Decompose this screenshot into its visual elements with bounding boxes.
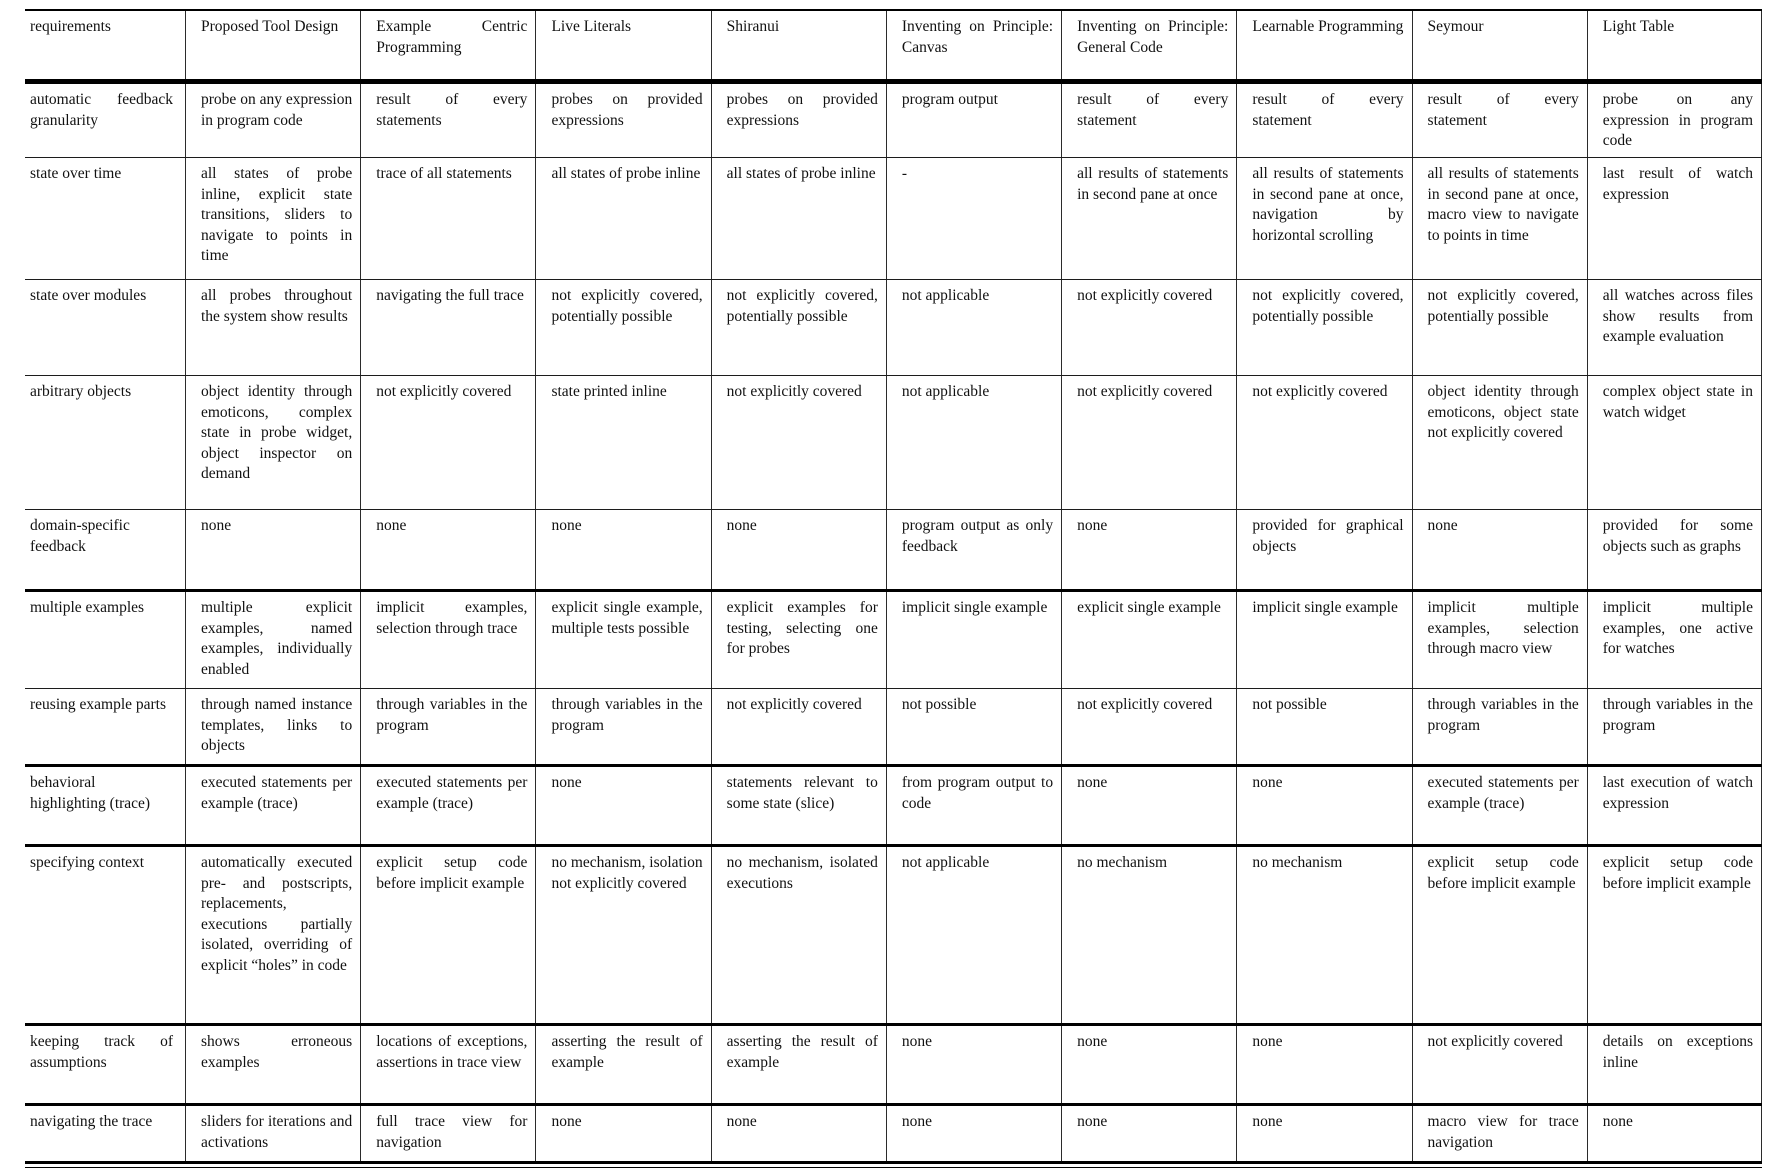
requirement-cell: domain-specific feedback <box>30 517 130 555</box>
requirement-cell: keeping track of assumptions <box>30 1033 173 1071</box>
table-row <box>25 1106 1762 1164</box>
value-cell: none <box>1236 767 1411 844</box>
requirement-cell: state over modules <box>30 287 147 304</box>
value-cell: all probes throughout the system show results <box>185 280 360 375</box>
value-cell: not explicitly covered <box>1061 689 1236 764</box>
column-header-requirements: requirements <box>30 18 111 35</box>
value-cell: not applicable <box>886 847 1061 1023</box>
value-cell: explicit single example <box>1061 592 1236 688</box>
value-cell: shows erroneous examples <box>185 1026 360 1103</box>
value-cell: trace of all statements <box>360 158 535 279</box>
value-cell: through variables in the program <box>1412 689 1587 764</box>
value-cell: macro view for trace navigation <box>1412 1106 1587 1161</box>
table-body <box>25 84 1762 1164</box>
table-row <box>25 84 1762 158</box>
table-row <box>25 376 1762 510</box>
column-header-learnable-programming: Learnable Programming <box>1236 11 1411 79</box>
column-header-inventing-on-principle-general-code: Inventing on Principle: General Code <box>1061 11 1236 79</box>
value-cell: no mechanism, isolated executions <box>711 847 886 1023</box>
value-cell: explicit setup code before implicit example <box>1412 847 1587 1023</box>
value-cell: through variables in the program <box>360 689 535 764</box>
value-cell: implicit single example <box>1236 592 1411 688</box>
value-cell: full trace view for navigation <box>360 1106 535 1161</box>
value-cell: none <box>711 1106 886 1161</box>
value-cell: none <box>535 510 710 589</box>
value-cell: locations of exceptions, assertions in trace view <box>360 1026 535 1103</box>
value-cell: none <box>886 1026 1061 1103</box>
value-cell: not possible <box>886 689 1061 764</box>
value-cell: not explicitly covered <box>1061 280 1236 375</box>
column-header-example-centric-programming: Example Centric Programming <box>360 11 535 79</box>
value-cell: not explicitly covered, potentially possible <box>1412 280 1587 375</box>
value-cell: object identity through emoticons, object state not explicitly covered <box>1412 376 1587 509</box>
value-cell: asserting the result of example <box>711 1026 886 1103</box>
value-cell: complex object state in watch widget <box>1587 376 1762 509</box>
value-cell: no mechanism <box>1061 847 1236 1023</box>
column-header-live-literals: Live Literals <box>535 11 710 79</box>
value-cell: explicit setup code before implicit example <box>360 847 535 1023</box>
table-row <box>25 592 1762 689</box>
table-row <box>25 510 1762 592</box>
table-row <box>25 280 1762 376</box>
value-cell: result of every statement <box>1412 84 1587 157</box>
column-header-light-table: Light Table <box>1587 11 1762 79</box>
value-cell: none <box>711 510 886 589</box>
value-cell: explicit examples for testing, selecting one for probes <box>711 592 886 688</box>
value-cell: none <box>1236 1026 1411 1103</box>
value-cell: all states of probe inline <box>711 158 886 279</box>
value-cell: all watches across files show results from example evaluation <box>1587 280 1762 375</box>
value-cell: none <box>1587 1106 1762 1161</box>
value-cell: probe on any expression in program code <box>185 84 360 157</box>
value-cell: program output as only feedback <box>886 510 1061 589</box>
column-header-seymour: Seymour <box>1412 11 1587 79</box>
value-cell: not explicitly covered <box>1412 1026 1587 1103</box>
requirement-cell: arbitrary objects <box>30 383 132 400</box>
value-cell: none <box>1061 1106 1236 1161</box>
requirement-cell: reusing example parts <box>30 696 167 713</box>
value-cell: no mechanism <box>1236 847 1411 1023</box>
value-cell: executed statements per example (trace) <box>360 767 535 844</box>
value-cell: probes on provided expressions <box>711 84 886 157</box>
value-cell: none <box>1061 767 1236 844</box>
value-cell: not explicitly covered <box>1061 376 1236 509</box>
value-cell: through variables in the program <box>1587 689 1762 764</box>
requirement-cell: navigating the trace <box>30 1113 153 1130</box>
table-header-row <box>25 11 1762 84</box>
value-cell: none <box>535 1106 710 1161</box>
value-cell: provided for some objects such as graphs <box>1587 510 1762 589</box>
value-cell: no mechanism, isolation not explicitly covered <box>535 847 710 1023</box>
column-header-shiranui: Shiranui <box>711 11 886 79</box>
value-cell: executed statements per example (trace) <box>1412 767 1587 844</box>
value-cell: explicit setup code before implicit example <box>1587 847 1762 1023</box>
value-cell: all results of statements in second pane at once, navigation by horizontal scrolling <box>1236 158 1411 279</box>
value-cell: probes on provided expressions <box>535 84 710 157</box>
value-cell: all states of probe inline <box>535 158 710 279</box>
requirement-cell: specifying context <box>30 854 145 871</box>
value-cell: provided for graphical objects <box>1236 510 1411 589</box>
value-cell: implicit examples, selection through trace <box>360 592 535 688</box>
value-cell: implicit single example <box>886 592 1061 688</box>
value-cell: sliders for iterations and activations <box>185 1106 360 1161</box>
value-cell: not explicitly covered, potentially possible <box>535 280 710 375</box>
value-cell: not applicable <box>886 280 1061 375</box>
table-row <box>25 1026 1762 1106</box>
value-cell: not explicitly covered <box>360 376 535 509</box>
value-cell: not explicitly covered, potentially possible <box>1236 280 1411 375</box>
value-cell: details on exceptions inline <box>1587 1026 1762 1103</box>
value-cell: none <box>1061 1026 1236 1103</box>
column-header-proposed-tool-design: Proposed Tool Design <box>185 11 360 79</box>
requirement-cell: behavioral highlighting (trace) <box>30 774 151 812</box>
requirements-comparison-table <box>25 9 1762 1168</box>
value-cell: none <box>535 767 710 844</box>
value-cell: none <box>1236 1106 1411 1161</box>
value-cell: executed statements per example (trace) <box>185 767 360 844</box>
value-cell: navigating the full trace <box>360 280 535 375</box>
value-cell: through variables in the program <box>535 689 710 764</box>
value-cell: not explicitly covered <box>711 376 886 509</box>
value-cell: not applicable <box>886 376 1061 509</box>
value-cell: probe on any expression in program code <box>1587 84 1762 157</box>
value-cell: all states of probe inline, explicit state transitions, sliders to navigate to points in time <box>185 158 360 279</box>
value-cell: asserting the result of example <box>535 1026 710 1103</box>
value-cell: program output <box>886 84 1061 157</box>
value-cell: explicit single example, multiple tests possible <box>535 592 710 688</box>
value-cell: state printed inline <box>535 376 710 509</box>
value-cell: not explicitly covered, potentially possible <box>711 280 886 375</box>
requirement-cell: state over time <box>30 165 122 182</box>
value-cell: last result of watch expression <box>1587 158 1762 279</box>
value-cell: multiple explicit examples, named examples, individually enabled <box>185 592 360 688</box>
value-cell: all results of statements in second pane at once, macro view to navigate to points in time <box>1412 158 1587 279</box>
table-row <box>25 689 1762 767</box>
value-cell: all results of statements in second pane at once <box>1061 158 1236 279</box>
value-cell: automatically executed pre- and postscripts, replacements, executions partially isolated, overriding of explicit “holes” in code <box>185 847 360 1023</box>
value-cell: object identity through emoticons, complex state in probe widget, object inspector on demand <box>185 376 360 509</box>
value-cell: result of every statement <box>1061 84 1236 157</box>
requirement-cell: multiple examples <box>30 599 145 616</box>
value-cell: through named instance templates, links to objects <box>185 689 360 764</box>
value-cell: none <box>1412 510 1587 589</box>
value-cell: none <box>185 510 360 589</box>
value-cell: result of every statements <box>360 84 535 157</box>
column-header-inventing-on-principle-canvas: Inventing on Principle: Canvas <box>886 11 1061 79</box>
value-cell: not explicitly covered <box>711 689 886 764</box>
table-row <box>25 847 1762 1026</box>
value-cell: statements relevant to some state (slice) <box>711 767 886 844</box>
value-cell: from program output to code <box>886 767 1061 844</box>
value-cell: implicit multiple examples, selection through macro view <box>1412 592 1587 688</box>
value-cell: not explicitly covered <box>1236 376 1411 509</box>
table-row <box>25 767 1762 847</box>
value-cell: none <box>886 1106 1061 1161</box>
value-cell: result of every statement <box>1236 84 1411 157</box>
value-cell: none <box>360 510 535 589</box>
value-cell: not possible <box>1236 689 1411 764</box>
table-row <box>25 158 1762 280</box>
value-cell: last execution of watch expression <box>1587 767 1762 844</box>
value-cell: none <box>1061 510 1236 589</box>
value-cell: implicit multiple examples, one active for watches <box>1587 592 1762 688</box>
value-cell: - <box>886 158 1061 279</box>
requirement-cell: automatic feedback granularity <box>30 91 173 129</box>
